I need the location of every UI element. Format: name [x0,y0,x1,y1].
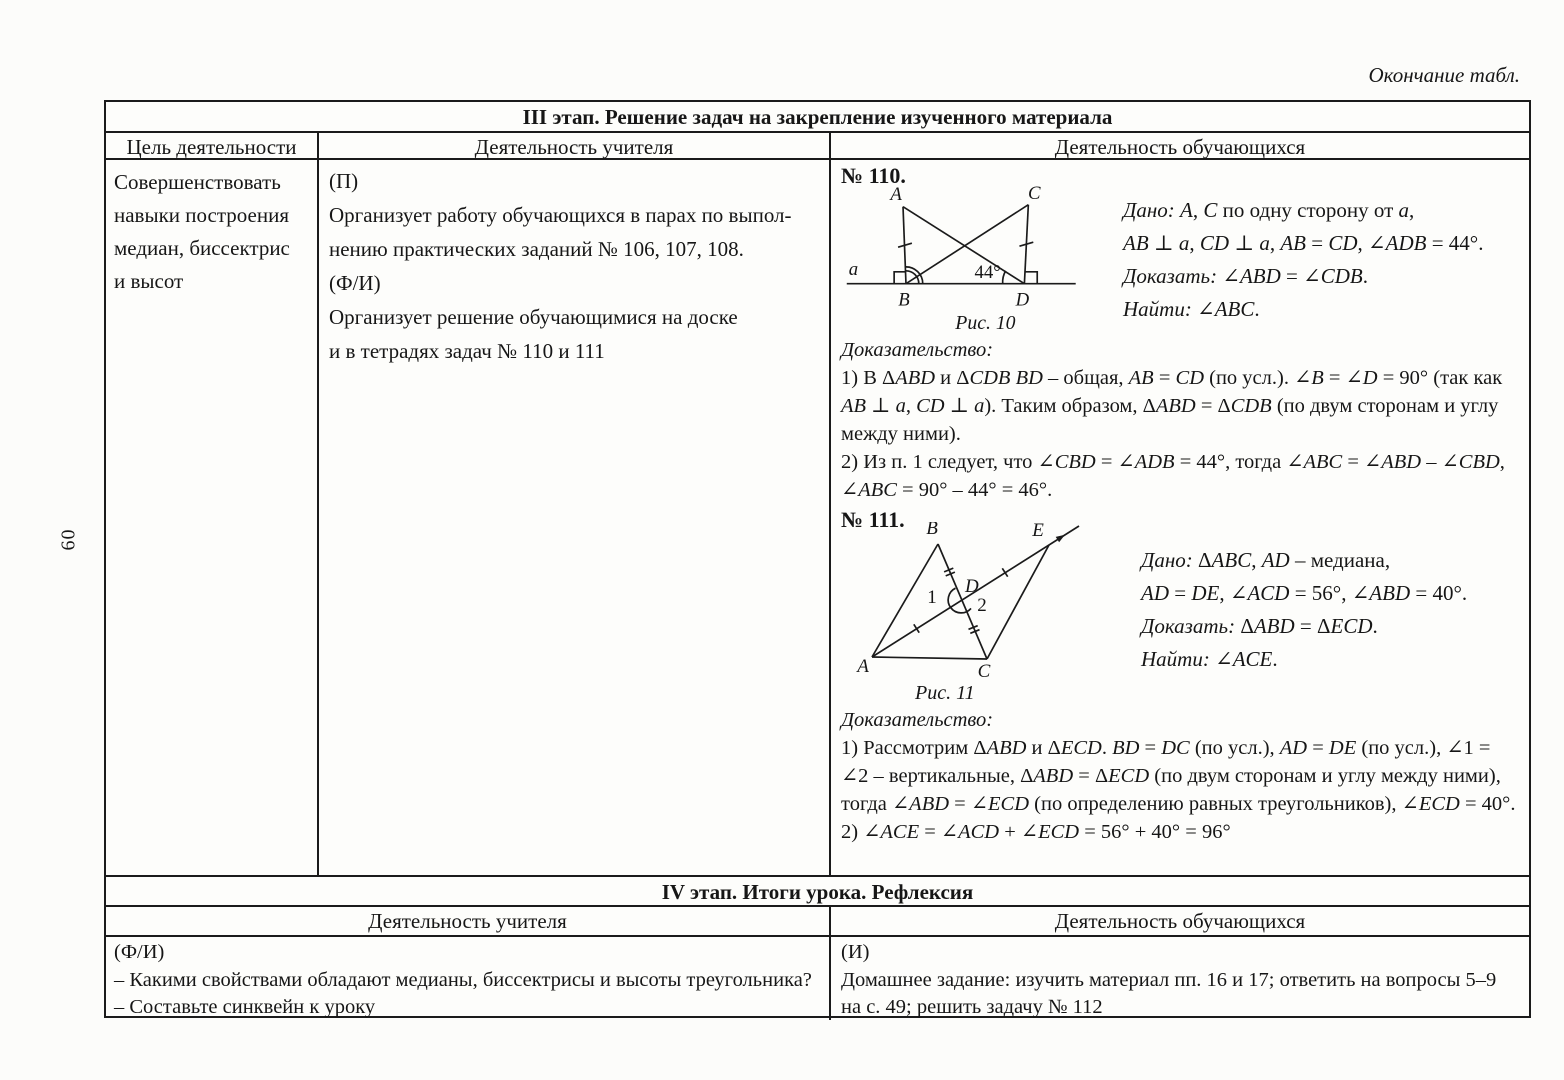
goal-line: медиан, биссектрис [114,236,290,260]
stage4-header-row [106,907,1529,937]
proof-step: 1) Рассмотрим ΔABD и ΔECD. BD = DC (по усл.), AD = DE (по усл.), ∠1 = ∠2 – вертикальные, ΔABD = ΔECD (по двум сторонам и углу между ними), тогда ∠ABD = ∠ECD (по определению равных треугольников), ∠ECD = 40°. [841,737,1516,815]
teacher-line: Организует работу обучающихся в парах по выпол- [329,203,792,227]
task-110-given [1123,194,1483,326]
proof-title: Доказательство: [841,709,994,731]
angle-2-label: 2 [977,595,987,616]
header-cell-teacher: Деятельность учителя [319,133,831,158]
given-line: Найти: ∠ACE. [1141,647,1278,671]
stage3-title-row [106,102,1529,133]
stage4-teacher-line: – Какими свойствами обладают медианы, биссектрисы и высоты треугольника? [114,968,812,991]
given-line: Доказать: ΔABD = ΔECD. [1141,614,1378,638]
teacher-line: нению практических заданий № 106, 107, 108. [329,237,744,261]
task-110-figure-row [831,184,1529,334]
stage4-header-students: Деятельность обучающихся [1054,909,1306,933]
teacher-line: и в тетрадях задач № 110 и 111 [329,339,605,363]
students-activity-cell [831,160,1529,875]
task-111-given [1141,544,1467,676]
figure-10-drawing [843,184,1115,334]
figure-11-caption: Рис. 11 [915,682,975,704]
given-line: Найти: ∠ABC. [1123,297,1260,321]
proof-step: 2) Из п. 1 следует, что ∠CBD = ∠ADB = 44°, тогда ∠ABC = ∠ABD – ∠CBD, ∠ABC = 90° – 44° = 46°. [841,451,1505,501]
task-110-number: № 110. [841,163,906,188]
angle-1-label: 1 [927,587,937,608]
line-label-a: a [848,258,859,280]
point-label-c-111: C [977,661,991,682]
goal-line: Совершенствовать [114,170,281,194]
task-111-figure-row [831,522,1529,704]
point-label-d-111: D [965,576,979,597]
task-111-proof [841,706,1521,846]
goal-line: навыки построения [114,203,290,227]
lesson-plan-table [104,100,1531,1018]
given-line: AB ⊥ a, CD ⊥ a, AB = CD, ∠ADB = 44°. [1123,231,1484,255]
continuation-note: Окончание табл. [1368,63,1520,87]
stage3-body-row [106,160,1529,877]
point-label-b-111: B [926,522,938,539]
stage4-teacher-cell [106,937,831,1020]
stage4-students-cell [831,937,1529,1020]
teacher-line: Организует решение обучающимися на доске [329,305,738,329]
stage4-body-row [106,937,1529,1020]
angle-44-label: 44° [974,261,1001,283]
stage4-header-teacher: Деятельность учителя [106,907,831,935]
point-label-b-110: B [898,289,910,311]
point-label-a-111: A [857,656,869,677]
goal-line: и высот [114,269,184,293]
stage4-students-intro: (И) [841,941,870,963]
proof-title: Доказательство: [841,339,994,361]
stage4-title-row [106,877,1529,907]
teacher-activity-cell [319,160,831,875]
given-line: Дано: A, C по одну сторону от a, [1123,198,1415,222]
stage4-teacher-line: – Составьте синквейн к уроку [114,996,376,1018]
given-line: AD = DE, ∠ACD = 56°, ∠ABD = 40°. [1141,581,1468,605]
header-cell-students: Деятельность обучающихся [1054,135,1306,159]
header-cell-goal: Цель деятельности [106,133,319,158]
teacher-line: (Ф/И) [329,271,381,295]
point-label-a-110: A [890,184,902,205]
figure-11-drawing [855,522,1127,704]
teacher-line: (П) [329,169,359,193]
page-number: 60 [57,528,80,551]
stage4-students-homework: Домашнее задание: изучить материал пп. 16 и 17; ответить на вопросы 5–9 на с. 49; решить задачу № 112 [841,968,1497,1018]
point-label-d-110: D [1015,289,1030,311]
goal-cell [106,160,319,875]
given-line: Доказать: ∠ABD = ∠CDB. [1123,264,1368,288]
given-line: Дано: ΔABC, AD – медиана, [1141,548,1391,572]
proof-step: 2) ∠ACE = ∠ACD + ∠ECD = 56° + 40° = 96° [841,821,1231,843]
figure-10-caption: Рис. 10 [955,312,1016,334]
stage4-title: IV этап. Итоги урока. Рефлексия [661,880,974,904]
point-label-c-110: C [1028,184,1041,204]
task-111-number: № 111. [841,507,905,532]
stage3-header-row [106,133,1529,160]
task-110-proof [841,336,1521,504]
point-label-e-111: E [1032,522,1044,541]
stage4-teacher-line: (Ф/И) [114,941,165,963]
proof-step: 1) В ΔABD и ΔCDB BD – общая, AB = CD (по усл.). ∠B = ∠D = 90° (так как AB ⊥ a, CD ⊥ a). Таким образом, ΔABD = ΔCDB (по двум сторонам и углу между ними). [841,367,1503,445]
stage3-title: III этап. Решение задач на закрепление изученного материала [522,105,1113,129]
